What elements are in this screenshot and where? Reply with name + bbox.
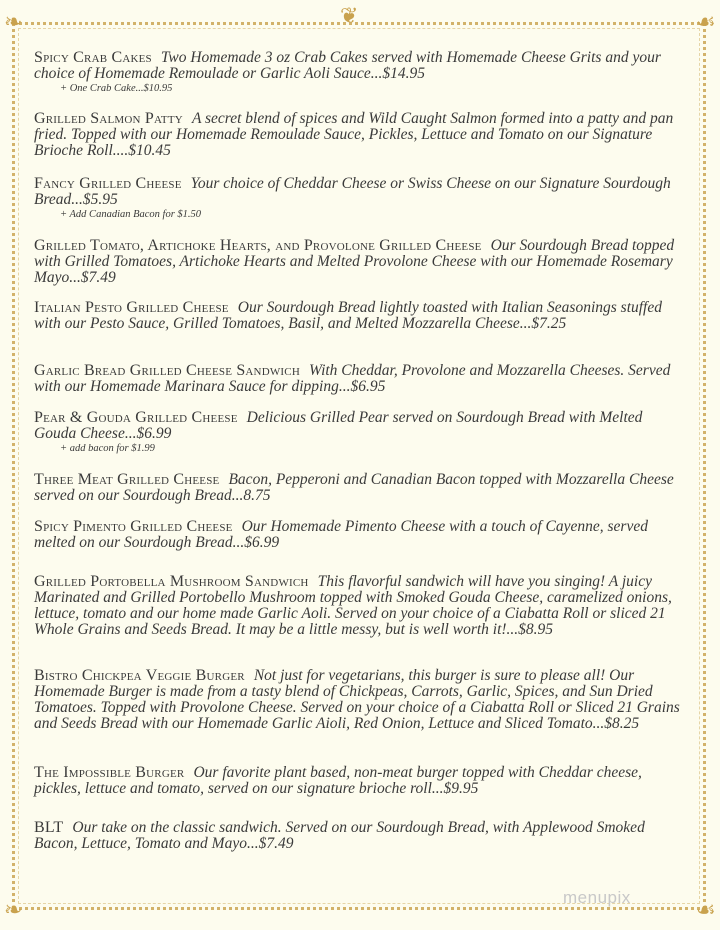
item-name: Grilled Tomato, Artichoke Hearts, and Provolone Grilled Cheese <box>34 237 482 254</box>
menu-item <box>34 410 684 455</box>
item-description: Delicious Grilled Pear served on Sourdough Bread with Melted Gouda Cheese...$6.99 <box>34 409 643 442</box>
item-name: Garlic Bread Grilled Cheese Sandwich <box>34 362 300 379</box>
top-flourish-icon: ❦ <box>340 4 359 29</box>
corner-flourish-icon: ❧ <box>4 898 23 923</box>
item-name: The Impossible Burger <box>34 764 185 781</box>
item-description: Our Homemade Pimento Cheese with a touch of Cayenne, served melted on our Sourdough Bread...$6.99 <box>34 518 648 551</box>
item-description: Our favorite plant based, non-meat burger topped with Cheddar cheese, pickles, lettuce and tomato, served on our signature brioche roll...$9.95 <box>34 764 642 797</box>
item-addon: + Add Canadian Bacon for $1.50 <box>60 209 202 220</box>
corner-flourish-icon: ☙ <box>696 10 716 35</box>
item-description: Our Sourdough Bread topped with Grilled Tomatoes, Artichoke Hearts and Melted Provolone Cheese with our Homemade Rosemary Mayo...$7.49 <box>34 237 675 286</box>
menu-item <box>34 50 684 95</box>
item-description: This flavorful sandwich will have you singing! A juicy Marinated and Grilled Portobello Mushroom topped with Smoked Gouda Cheese, caramelized onions, lettuce, tomato and our home made Garlic Aoli. Served on your choice of a Ciabatta Roll or sliced 21 Whole Grains and Seeds Bread. It may be a little messy, but is well worth it!...$8.95 <box>34 573 672 638</box>
item-name: Three Meat Grilled Cheese <box>34 471 220 488</box>
item-description: Your choice of Cheddar Cheese or Swiss Cheese on our Signature Sourdough Bread...$5.95 <box>34 175 671 208</box>
item-addon: + add bacon for $1.99 <box>60 443 155 454</box>
item-name: BLT <box>34 819 64 836</box>
item-name: Italian Pesto Grilled Cheese <box>34 299 229 316</box>
menu-item <box>34 574 684 638</box>
menu-item <box>34 820 684 852</box>
item-description: Our Sourdough Bread lightly toasted with Italian Seasonings stuffed with our Pesto Sauce, Grilled Tomatoes, Basil, and Melted Mozzarella Cheese...$7.25 <box>34 299 662 332</box>
item-name: Pear & Gouda Grilled Cheese <box>34 409 238 426</box>
menu-item <box>34 300 684 332</box>
item-description: A secret blend of spices and Wild Caught Salmon formed into a patty and pan fried. Topped with our Homemade Remoulade Sauce, Pickles, Lettuce and Tomato on our Signature Brioche Roll....$10.45 <box>34 110 674 159</box>
item-name: Spicy Crab Cakes <box>34 49 152 66</box>
item-description: Not just for vegetarians, this burger is sure to please all! Our Homemade Burger is made from a tasty blend of Chickpeas, Carrots, Garlic, Spices, and Sun Dried Tomatoes. Topped with Provolone Cheese. Served on your choice of a Ciabatta Roll or Sliced 21 Grains and Seeds Bread with our Homemade Garlic Aioli, Red Onion, Lettuce and Sliced Tomato...$8.25 <box>34 667 680 732</box>
menu-item <box>34 765 684 797</box>
menu-item <box>34 519 684 551</box>
item-name: Spicy Pimento Grilled Cheese <box>34 518 233 535</box>
item-name: Grilled Salmon Patty <box>34 110 183 127</box>
item-description: Our take on the classic sandwich. Served on our Sourdough Bread, with Applewood Smoked Bacon, Lettuce, Tomato and Mayo...$7.49 <box>34 819 645 852</box>
item-name: Grilled Portobella Mushroom Sandwich <box>34 573 309 590</box>
item-name: Bistro Chickpea Veggie Burger <box>34 667 245 684</box>
corner-flourish-icon: ☙ <box>696 898 716 923</box>
menu-item <box>34 363 684 395</box>
item-name: Fancy Grilled Cheese <box>34 175 182 192</box>
menu-item <box>34 176 684 221</box>
item-description: Two Homemade 3 oz Crab Cakes served with Homemade Cheese Grits and your choice of Homemade Remoulade or Garlic Aoli Sauce...$14.95 <box>34 49 661 82</box>
watermark: menupix <box>563 888 631 907</box>
menu-item <box>34 472 684 504</box>
item-addon: + One Crab Cake...$10.95 <box>60 83 173 94</box>
corner-flourish-icon: ❧ <box>4 10 23 35</box>
menu-item <box>34 238 684 286</box>
menu-item <box>34 111 684 159</box>
menu-item <box>34 668 684 732</box>
item-description: Bacon, Pepperoni and Canadian Bacon topped with Mozzarella Cheese served on our Sourdough Bread...8.75 <box>34 471 674 504</box>
item-description: With Cheddar, Provolone and Mozzarella Cheeses. Served with our Homemade Marinara Sauce for dipping...$6.95 <box>34 362 671 395</box>
